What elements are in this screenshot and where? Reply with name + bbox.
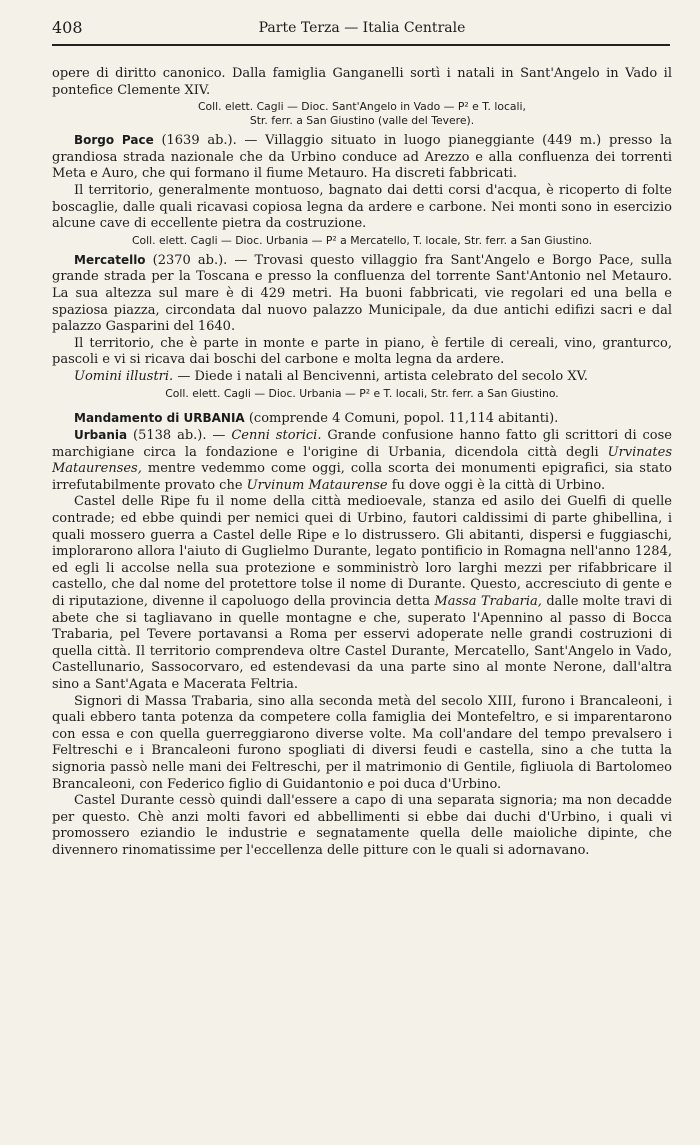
- castel-ripe-text: Castel delle Ripe fu il nome della città medioevale, stanza ed asilo dei Guelfi di quelle contrade; ed ebbe quindi per nemici quei di Urbino, fautori caldissimi di parte ghibellina, i quali mossero guerra a Castel delle Ripe e lo distrussero. Gli abitanti, dispersi e fuggiaschi, implorarono allora l'aiuto di Guglielmo Durante, legato pontificio in Romagna nell'anno 1284, ed egli li accolse nella sua protezione e somministrò loro larghi mezzi per rifabbricare il castello, che dal nome del protettore tolse il nome di Durante. Questo, accresciuto di gente e di riputazione, divenne il capoluogo della provincia detta: [52, 494, 672, 610]
- urbania-text-4: fu dove oggi è la città di Urbino.: [387, 477, 606, 493]
- entry-name-borgo-pace: Borgo Pace: [74, 133, 154, 148]
- urbania-text-1: (5138 ab.). —: [127, 428, 232, 444]
- paragraph-signori-massa: Signori di Massa Trabaria, sino alla seconda metà del secolo XIII, furono i Brancaleoni, i quali ebbero tanta potenza da competere colla famiglia dei Montefeltro, e si imparentarono con essa e con quella guerreggiarono diverse volte. Ma coll'andare del tempo prevalsero i Feltreschi e i Brancaleoni furono spogliati di diversi feudi e castella, sino a che tutta la signoria passò nelle mani dei Feltreschi, per il matrimonio di Gentile, figliuola di Bartolomeo Brancaleoni, con Federico figlio di Guidantonio e poi duca d'Urbino.: [52, 693, 672, 792]
- mandamento-label: Mandamento di URBANIA: [74, 410, 245, 425]
- subheading-uomini-illustri: Uomini illustri.: [74, 368, 174, 384]
- urbania-text-2: Grande confusione hanno fatto gli scrittori di cose marchigiane circa la fondazione e l'origine di Urbania, dicendola città degli: [52, 428, 673, 460]
- entry-borgo-pace: [52, 132, 672, 183]
- urbania-italic-3: Urvinum Mataurense: [246, 477, 388, 493]
- subheading-cenni-storici: Cenni storici.: [231, 428, 322, 444]
- page-number: 408: [52, 18, 83, 37]
- note-mercatello: Coll. elett. Cagli — Dioc. Urbania — P² e T. locali, Str. ferr. a San Giustino.: [165, 386, 559, 400]
- mandamento-heading: [52, 410, 672, 428]
- paragraph-mercatello-territorio: Il territorio, che è parte in monte e parte in piano, è fertile di cereali, vino, granturco, pascoli e vi si ricava dai boschi del carbone e molta legna da ardere.: [52, 335, 672, 368]
- paragraph-mercatello-uomini: [52, 369, 672, 386]
- mandamento-text: (comprende 4 Comuni, popol. 11,114 abitanti).: [244, 410, 559, 426]
- running-title: Parte Terza — Italia Centrale: [258, 20, 466, 36]
- entry-urbania: [52, 427, 672, 494]
- urbania-italic-2: Urvinates Mataurenses,: [52, 444, 672, 477]
- paragraph-borgo-territorio: Il territorio, generalmente montuoso, bagnato dai detti corsi d'acqua, è ricoperto di folte boscaglie, dalle quali ricavasi copiosa legna da ardere e carbone. Nei monti sono in esercizio alcune cave di eccellente pietra da costruzione.: [52, 182, 672, 232]
- text-uomini-illustri: — Diede i natali al Bencivenni, artista celebrato del secolo XV.: [173, 368, 588, 384]
- page-header: [52, 14, 672, 42]
- note-sant-angelo: [52, 100, 672, 128]
- page-body: [52, 66, 672, 860]
- header-rule: [52, 44, 670, 46]
- paragraph-castel-durante: Castel Durante cessò quindi dall'essere a capo di una separata signoria; ma non decadde per questo. Chè anzi molti favori ed abbellimenti si ebbe dai duchi d'Urbino, i quali vi promossero eziandio le industrie e segnatamente quella delle maioliche dipinte, che divennero rinomatissime per l'eccellenza delle pitture con le quali si adornavano.: [52, 793, 672, 858]
- entry-mercatello: [52, 252, 672, 336]
- paragraph-ganganelli: opere di diritto canonico. Dalla famiglia Ganganelli sortì i natali in Sant'Angelo in Vado il pontefice Clemente XIV.: [52, 66, 672, 98]
- note-sant-angelo-line2: Str. ferr. a San Giustino (valle del Tevere).: [249, 114, 475, 128]
- entry-name-urbania: Urbania: [74, 428, 128, 443]
- massa-trabaria-italic: Massa Trabaria,: [434, 594, 542, 610]
- castel-ripe-text-rest: dalle molte travi di abete che si tagliavano in quelle montagne e che, superato l'Apennino al passo di Bocca Trabaria, pel Tevere portavansi a Roma per esservi adoperate nelle grandi costruzioni di quella città. Il territorio comprendeva oltre Castel Durante, Mercatello, Sant'Angelo in Vado, Castellunario, Sassocorvaro, ed estendevasi da una parte sino al monte Nerone, dall'altra sino a Sant'Agata e Macerata Feltria.: [52, 594, 672, 692]
- entry-text-borgo-pace: (1639 ab.). — Villaggio situato in luogo pianeggiante (449 m.) presso la grandiosa strada nazionale che da Urbino conduce ad Arezzo e alla confluenza dei torrenti Meta e Auro, che qui formano il fiume Metauro. Ha discreti fabbricati.: [52, 133, 672, 182]
- entry-text-mercatello: (2370 ab.). — Trovasi questo villaggio fra Sant'Angelo e Borgo Pace, sulla grande strada per la Toscana e presso la confluenza del torrente Sant'Antonio nel Metauro. La sua altezza sul mare è di 429 metri. Ha buoni fabbricati, vie regolari ed una bella e spaziosa piazza, circondata dal nuovo palazzo Municipale, da due antichi edifizi sacri e dal palazzo Gasparini del 1640.: [52, 252, 672, 335]
- entry-name-mercatello: Mercatello: [74, 252, 146, 267]
- note-sant-angelo-line1: Coll. elett. Cagli — Dioc. Sant'Angelo in Vado — P² e T. locali,: [198, 100, 526, 114]
- note-borgo-pace: Coll. elett. Cagli — Dioc. Urbania — P² a Mercatello, T. locale, Str. ferr. a San Giustino.: [131, 233, 593, 247]
- urbania-text-3: mentre vedemmo come oggi, colla scorta dei monumenti epigrafici, sia stato irrefutabilmente provato che: [52, 461, 672, 493]
- paragraph-castel-delle-ripe: [52, 494, 672, 693]
